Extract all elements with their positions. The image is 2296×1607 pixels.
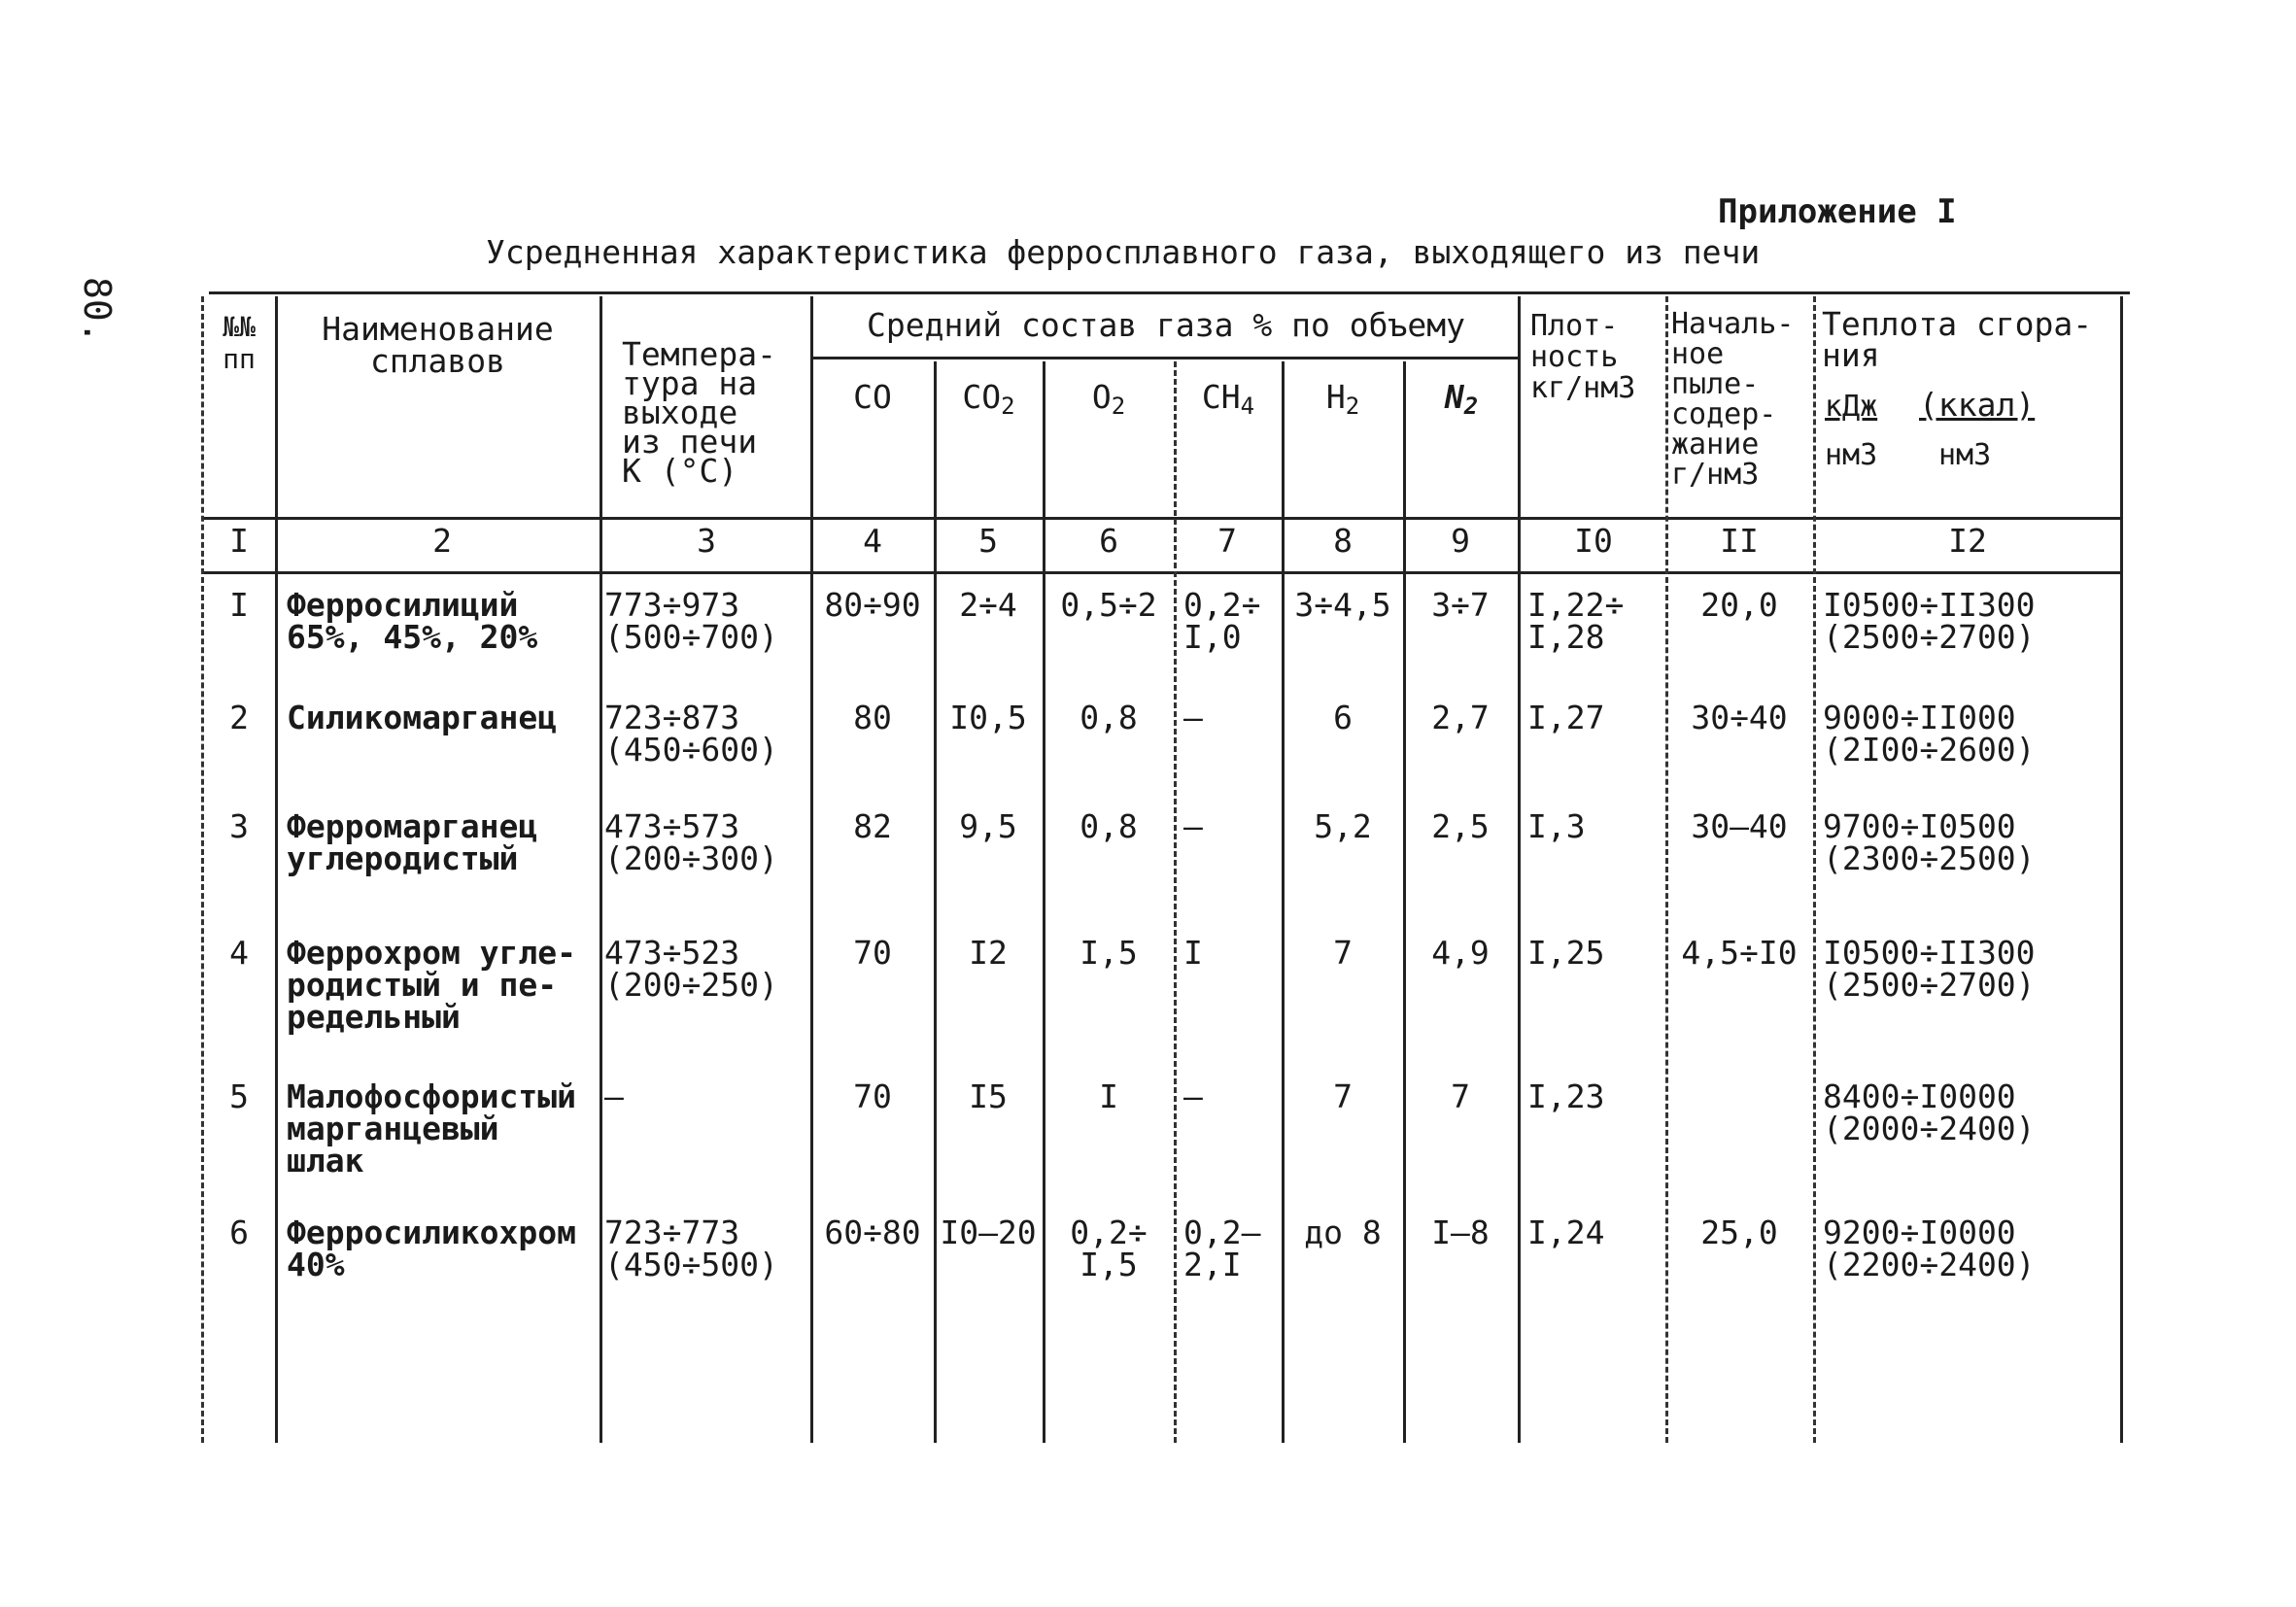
cell-temp: 723÷773 (450÷500) <box>604 1214 778 1283</box>
cell-o2: 0,8 <box>1079 807 1138 845</box>
header-heat-nm3-1: нм3 <box>1825 438 1878 472</box>
cell-n2: 3÷7 <box>1431 586 1490 624</box>
cell-ch4: I <box>1183 934 1203 972</box>
cell-num: 2 <box>229 699 249 736</box>
col-divider-10 <box>1665 296 1668 1443</box>
cell-h2: 7 <box>1333 1077 1353 1115</box>
page-number: 80. <box>76 277 119 344</box>
col-divider-2 <box>600 296 602 1443</box>
cell-heat: I0500÷II300 (2500÷2700) <box>1823 934 2036 1004</box>
cell-density: I,24 <box>1527 1214 1605 1251</box>
cell-temp: 773÷973 (500÷700) <box>604 586 778 656</box>
header-heat-kj: кДж <box>1825 390 1878 424</box>
cell-co2: 9,5 <box>959 807 1017 845</box>
cell-co: 80÷90 <box>824 586 921 624</box>
col-divider-4 <box>934 361 937 1443</box>
cell-heat: 9200÷I0000 (2200÷2400) <box>1823 1214 2036 1283</box>
column-number-4: 4 <box>863 522 882 560</box>
header-o2: $O_2$ <box>1091 378 1126 420</box>
header-bottom-rule <box>201 517 2122 520</box>
cell-num: 3 <box>229 807 249 845</box>
cell-name: Ферромарганец углеродистый <box>287 807 538 877</box>
col-divider-8 <box>1403 361 1406 1443</box>
header-dust: Началь- ное пыле- содер- жание г/нм3 <box>1671 307 1795 492</box>
cell-dust: 25,0 <box>1700 1214 1778 1251</box>
cell-co2: I0–20 <box>940 1214 1037 1251</box>
cell-co2: I0,5 <box>949 699 1027 736</box>
header-num: №№ пп <box>223 311 256 375</box>
cell-temp: – <box>604 1077 624 1115</box>
header-heat: Теплота сгора- ния <box>1822 305 2093 374</box>
cell-o2: I,5 <box>1079 934 1138 972</box>
cell-density: I,27 <box>1527 699 1605 736</box>
column-number-1: I <box>229 522 249 560</box>
header-temperature <box>622 311 806 490</box>
cell-n2: I–8 <box>1431 1214 1490 1251</box>
cell-density: I,3 <box>1527 807 1586 845</box>
cell-dust: 30–40 <box>1691 807 1788 845</box>
cell-h2: 7 <box>1333 934 1353 972</box>
column-number-11: II <box>1720 522 1759 560</box>
col-divider-7 <box>1282 361 1285 1443</box>
cell-ch4: – <box>1183 807 1203 845</box>
cell-heat: 9000÷II000 (2I00÷2600) <box>1823 699 2036 769</box>
cell-ch4: 0,2÷ I,0 <box>1183 586 1261 656</box>
header-heat-kcal: (ккал) <box>1919 386 2036 424</box>
cell-name: Ферросиликохром 40% <box>287 1214 577 1283</box>
cell-co2: I2 <box>969 934 1008 972</box>
header-n2: $N_2$ <box>1444 378 1479 420</box>
cell-density: I,23 <box>1527 1077 1605 1115</box>
cell-num: 6 <box>229 1214 249 1251</box>
cell-o2: 0,2÷ I,5 <box>1070 1214 1148 1283</box>
header-heat-nm3-2: нм3 <box>1938 438 1992 472</box>
cell-o2: I <box>1099 1077 1118 1115</box>
column-number-10: I0 <box>1574 522 1613 560</box>
appendix-label: Приложение I <box>1718 192 1957 231</box>
cell-co: 70 <box>853 1077 892 1115</box>
cell-co: 70 <box>853 934 892 972</box>
cell-co2: 2÷4 <box>959 586 1017 624</box>
cell-co: 80 <box>853 699 892 736</box>
cell-num: I <box>229 586 249 624</box>
cell-num: 5 <box>229 1077 249 1115</box>
cell-h2: 3÷4,5 <box>1294 586 1391 624</box>
cell-heat: 9700÷I0500 (2300÷2500) <box>1823 807 2036 877</box>
right-border <box>2120 296 2123 1443</box>
column-number-7: 7 <box>1217 522 1237 560</box>
left-border <box>201 296 204 1443</box>
header-density: Плот- ность кг/нм3 <box>1530 309 1636 405</box>
cell-h2: до 8 <box>1304 1214 1382 1251</box>
cell-co: 82 <box>853 807 892 845</box>
col-divider-3 <box>810 296 813 1443</box>
cell-n2: 4,9 <box>1431 934 1490 972</box>
col-divider-6 <box>1174 361 1177 1443</box>
header-name: Наименование сплавов <box>322 310 554 380</box>
cell-ch4: 0,2– 2,I <box>1183 1214 1261 1283</box>
header-ch4: $CH_4$ <box>1201 378 1255 420</box>
cell-h2: 6 <box>1333 699 1353 736</box>
cell-h2: 5,2 <box>1314 807 1372 845</box>
column-number-2: 2 <box>432 522 452 560</box>
column-number-5: 5 <box>978 522 998 560</box>
header-composition: Средний состав газа % по объему <box>867 306 1465 344</box>
cell-heat: I0500÷II300 (2500÷2700) <box>1823 586 2036 656</box>
cell-name: Малофосфористый марганцевый шлак <box>287 1077 577 1180</box>
cell-o2: 0,8 <box>1079 699 1138 736</box>
cell-n2: 2,7 <box>1431 699 1490 736</box>
column-numbers-rule <box>201 571 2122 574</box>
col-divider-5 <box>1043 361 1045 1443</box>
cell-dust: 4,5÷I0 <box>1681 934 1798 972</box>
column-number-3: 3 <box>697 522 716 560</box>
column-number-6: 6 <box>1099 522 1118 560</box>
cell-o2: 0,5÷2 <box>1060 586 1157 624</box>
cell-n2: 2,5 <box>1431 807 1490 845</box>
header-h2: $H_2$ <box>1325 378 1360 420</box>
cell-name: Феррохром угле- родистый и пе- редельный <box>287 934 577 1036</box>
col-divider-11 <box>1813 296 1816 1443</box>
col-divider-9 <box>1518 296 1521 1443</box>
header-temperature-text: Темпера- тура на выходе из печи К (°С) <box>622 335 776 490</box>
table-top-rule <box>209 291 2130 294</box>
cell-dust: 20,0 <box>1700 586 1778 624</box>
cell-heat: 8400÷I0000 (2000÷2400) <box>1823 1077 2036 1147</box>
cell-ch4: – <box>1183 699 1203 736</box>
cell-density: I,25 <box>1527 934 1605 972</box>
table-title: Усредненная характеристика ферросплавного газа, выходящего из печи <box>486 233 1761 271</box>
cell-density: I,22÷ I,28 <box>1527 586 1625 656</box>
cell-num: 4 <box>229 934 249 972</box>
column-number-9: 9 <box>1451 522 1470 560</box>
cell-temp: 723÷873 (450÷600) <box>604 699 778 769</box>
cell-ch4: – <box>1183 1077 1203 1115</box>
cell-co: 60÷80 <box>824 1214 921 1251</box>
cell-name: Ферросилиций 65%, 45%, 20% <box>287 586 538 656</box>
cell-co2: I5 <box>969 1077 1008 1115</box>
cell-name: Силикомарганец <box>287 699 558 736</box>
header-co2: $CO_2$ <box>962 378 1015 420</box>
cell-n2: 7 <box>1451 1077 1470 1115</box>
cell-dust: 30÷40 <box>1691 699 1788 736</box>
col-divider-1 <box>275 296 278 1443</box>
cell-temp: 473÷523 (200÷250) <box>604 934 778 1004</box>
cell-temp: 473÷573 (200÷300) <box>604 807 778 877</box>
header-co: CO <box>853 378 892 416</box>
column-number-8: 8 <box>1333 522 1353 560</box>
column-number-12: I2 <box>1948 522 1987 560</box>
composition-header-rule <box>812 357 1520 359</box>
